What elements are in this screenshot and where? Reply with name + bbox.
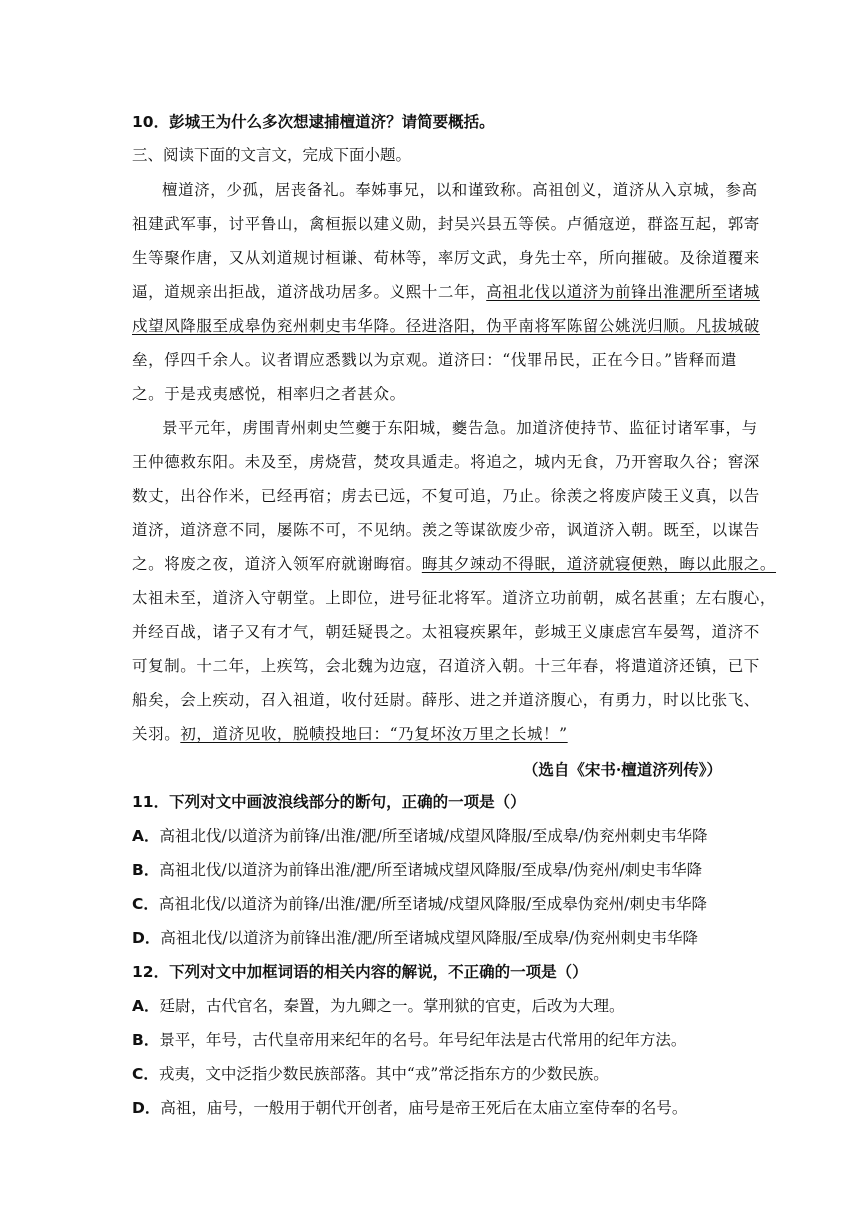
underlined-text: 初，道济见收，脱帻投地曰：“乃复坏汝万里之长城！”	[180, 725, 568, 743]
passage-line	[132, 282, 760, 302]
option-key: D．	[132, 1099, 161, 1117]
question-text: 下列对文中画波浪线部分的断句，正确的一项是（）	[169, 792, 526, 811]
section-heading: 三、阅读下面的文言文，完成下面小题。	[132, 146, 412, 164]
option-text: 廷尉，古代官名，秦置，为九卿之一。掌刑狱的官吏，后改为大理。	[159, 997, 625, 1015]
option-b	[132, 860, 702, 880]
passage-text: 之。将废之夜，道济入领军府就谢晦宿。	[132, 555, 422, 573]
question-number: 11．	[132, 793, 170, 811]
passage-line: 之。于是戎夷感悦，相率归之者甚众。	[132, 385, 406, 403]
passage-line: 并经百战，诸子又有才气，朝廷疑畏之。太祖寝疾累年，彭城王义康虑宫车晏驾，道济不	[132, 623, 760, 641]
passage-line: 船矣，会上疾动，召入祖道，收付廷尉。薛彤、进之并道济腹心，有勇力，时以比张飞、	[132, 691, 760, 709]
option-key: C．	[132, 895, 159, 913]
option-c	[132, 894, 707, 914]
question-text: 彭城王为什么多次想逮捕檀道济？请简要概括。	[169, 112, 495, 131]
passage-line	[132, 316, 760, 336]
passage-line: 祖建武军事，讨平鲁山，禽桓振以建义勋，封吴兴县五等侯。卢循寇逆，群盗互起，郭寄	[132, 215, 760, 233]
passage-line: 檀道济，少孤，居丧备礼。奉姊事兄，以和谨致称。高祖创义，道济从入京城，参高	[162, 181, 758, 199]
wavy-underlined-text: 高祖北伐以道济为前锋出淮淝所至诸城	[486, 283, 760, 301]
option-key: B．	[132, 1031, 160, 1049]
passage-line: 数丈，出谷作米，已经再宿；虏去已远，不复可追，乃止。徐羡之将废庐陵王义真，以告	[132, 487, 760, 505]
passage-source: （选自《宋书·檀道济列传》）	[522, 760, 722, 779]
passage-line	[132, 554, 776, 574]
question-number: 12．	[132, 963, 170, 981]
underlined-text: 晦其夕竦动不得眠，道济就寝便熟，晦以此服之。	[421, 555, 777, 573]
option-text: 高祖北伐/以道济为前锋/出淮/淝/所至诸城/戍望风降服/至成皋伪兖州/刺史韦华降	[158, 895, 707, 913]
question-11	[132, 792, 526, 812]
option-key: C．	[132, 1065, 159, 1083]
question-12	[132, 962, 588, 982]
option-c	[132, 1064, 609, 1084]
option-text: 高祖北伐/以道济为前锋出淮/淝/所至诸城戍望风降服/至成皋/伪兖州/刺史韦华降	[159, 861, 703, 879]
option-key: B．	[132, 861, 160, 879]
option-text: 戎夷，文中泛指少数民族部落。其中“戎”常泛指东方的少数民族。	[158, 1065, 609, 1083]
passage-line: 生等聚作唐，又从刘道规讨桓谦、荀林等，率厉文武，身先士卒，所向摧破。及徐道覆来	[132, 249, 760, 267]
option-key: A．	[132, 997, 160, 1015]
option-d	[132, 928, 698, 948]
passage-line: 垒，俘四千余人。议者谓应悉戮以为京观。道济曰：“伐罪吊民，正在今日。”皆释而遣	[132, 351, 738, 369]
passage-line: 景平元年，虏围青州刺史竺夔于东阳城，夔告急。加道济使持节、监征讨诸军事，与	[162, 419, 758, 437]
passage-line	[132, 724, 568, 744]
question-10	[132, 112, 495, 132]
passage-line: 王仲德救东阳。未及至，虏烧营，焚攻具遁走。将追之，城内无食，乃开窖取久谷；窖深	[132, 453, 760, 471]
option-a	[132, 826, 708, 846]
passage-line: 太祖未至，道济入守朝堂。上即位，进号征北将军。道济立功前朝，威名甚重；左右腹心，	[132, 589, 777, 607]
option-text: 高祖北伐/以道济为前锋出淮/淝/所至诸城戍望风降服/至成皋/伪兖州刺史韦华降	[160, 929, 698, 947]
question-number: 10．	[132, 113, 170, 131]
passage-text: 关羽。	[132, 725, 181, 743]
option-key: D．	[132, 929, 161, 947]
option-b	[132, 1030, 686, 1050]
option-d	[132, 1098, 687, 1118]
option-key: A．	[132, 827, 160, 845]
option-text: 高祖北伐/以道济为前锋/出淮/淝/所至诸城/戍望风降服/至成皋/伪兖州刺史韦华降	[159, 827, 708, 845]
passage-line: 可复制。十二年，上疾笃，会北魏为边寇，召道济入朝。十三年春，将遣道济还镇，已下	[132, 657, 760, 675]
wavy-underlined-text: 戍望风降服至成皋伪兖州刺史韦华降。径进洛阳，伪平南将军陈留公姚洸归顺。凡拔城破	[132, 317, 760, 335]
option-text: 景平，年号，古代皇帝用来纪年的名号。年号纪年法是古代常用的纪年方法。	[159, 1031, 687, 1049]
passage-text: 逼，道规亲出拒战，道济战功居多。义熙十二年，	[132, 283, 487, 301]
option-text: 高祖，庙号，一般用于朝代开创者，庙号是帝王死后在太庙立室侍奉的名号。	[160, 1099, 688, 1117]
option-a	[132, 996, 625, 1016]
passage-line: 道济，道济意不同，屡陈不可，不见纳。羡之等谋欲废少帝，讽道济入朝。既至，以谋告	[132, 521, 760, 539]
question-text: 下列对文中加框词语的相关内容的解说，不正确的一项是（）	[169, 962, 588, 981]
